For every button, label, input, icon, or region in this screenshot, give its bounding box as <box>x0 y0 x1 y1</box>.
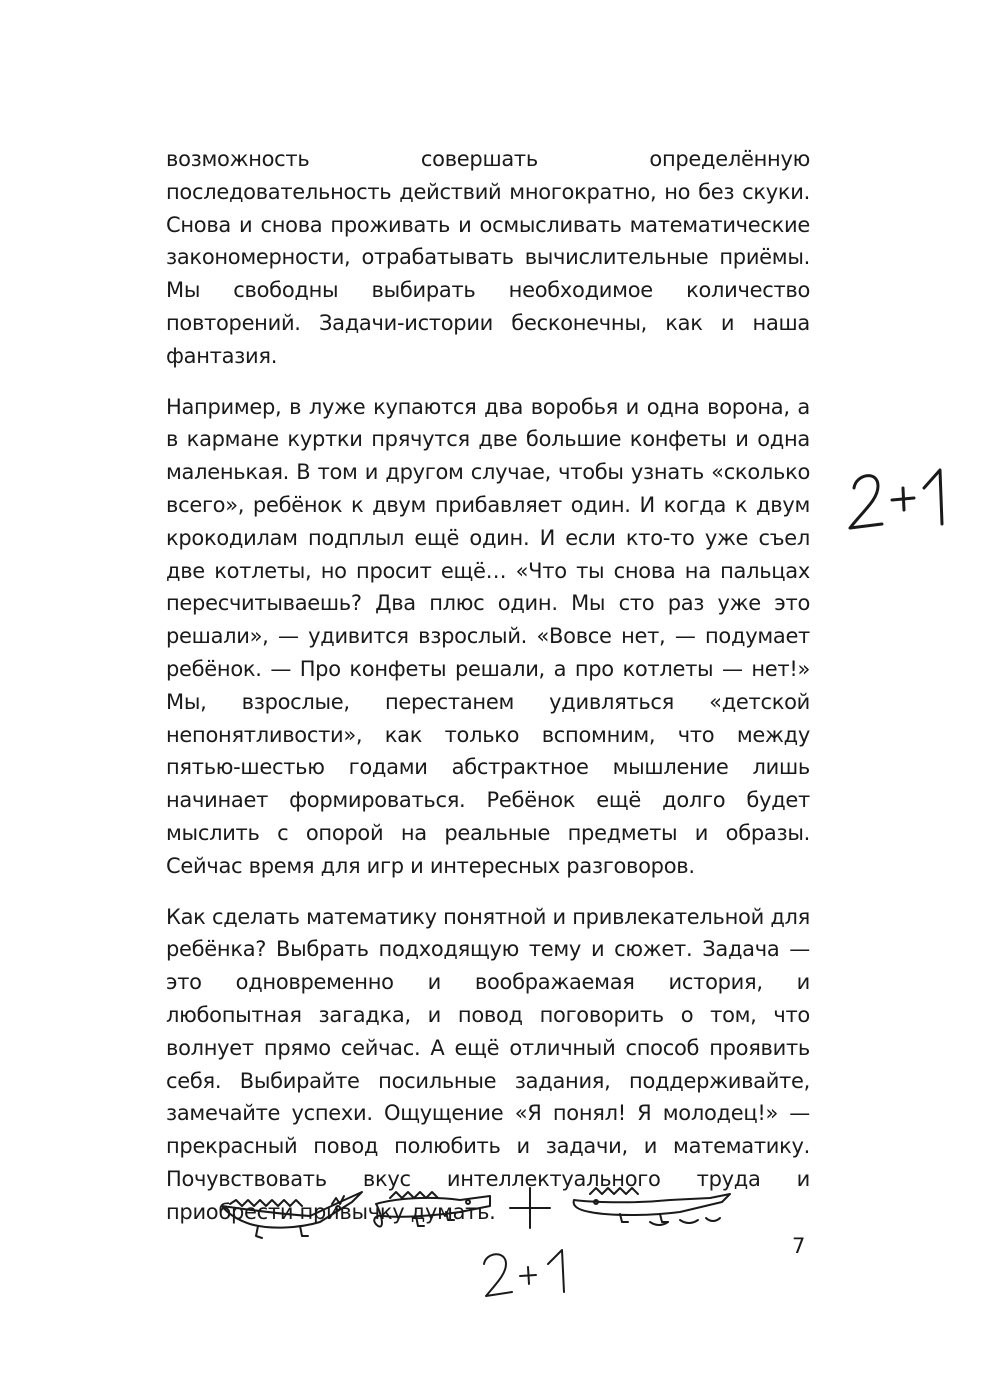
margin-note-2-plus-1 <box>840 448 960 548</box>
paragraph-3: Как сделать математику понятной и привлекательной для ребёнка? Выбрать подходящую тему и сюжет. Задача — это одновременно и воображаемая история, и любопытная загадка, и повод поговорить о том, что волнует прямо сейчас. А ещё отличный способ проявить себя. Выбирайте посильные задания, поддерживайте, замечайте успехи. Ощущение «Я понял! Я молодец!» — прекрасный повод полюбить и задачи, и математику. Почувствовать вкус интеллектуального труда и приобрести привычку думать. <box>166 904 810 1224</box>
page-number: 7 <box>792 1234 806 1258</box>
crocodile-icon <box>374 1192 490 1227</box>
handwritten-2-plus-1-icon <box>484 1250 564 1296</box>
crocodiles-illustration <box>210 1180 750 1310</box>
body-text <box>166 143 810 1247</box>
plus-icon <box>510 1188 550 1228</box>
crocodiles-drawing <box>210 1180 750 1310</box>
crocodile-icon <box>222 1192 362 1238</box>
handwritten-2-plus-1-icon <box>840 448 960 548</box>
paragraph-2: Например, в луже купаются два воробья и одна ворона, а в кармане куртки прячутся две большие конфеты и одна маленькая. В том и другом случае, чтобы узнать «сколько всего», ребёнок к двум прибавляет один. И когда к двум крокодилам подплыл ещё один. И если кто-то уже съел две котлеты, но просит ещё… «Что ты снова на пальцах пересчитываешь? Два плюс один. Мы сто раз уже это решали», — удивится взрослый. «Вовсе нет, — подумает ребёнок. — Про конфеты решали, а про котлеты — нет!» Мы, взрослые, перестанем удивляться «детской непонятливости», как только вспомним, что между пятью-шестью годами абстрактное мышление лишь начинает формироваться. Ребёнок ещё долго будет мыслить с опорой на реальные предметы и образы. Сейчас время для игр и интересных разговоров. <box>166 394 810 878</box>
paragraph-1: возможность совершать определённую последовательность действий многократно, но без скуки. Снова и снова проживать и осмысливать математические закономерности, отрабатывать вычислительные приёмы. Мы свободны выбирать необходимое количество повторений. Задачи-истории бесконечны, как и наша фантазия. <box>166 147 810 368</box>
crocodile-icon <box>574 1188 730 1225</box>
